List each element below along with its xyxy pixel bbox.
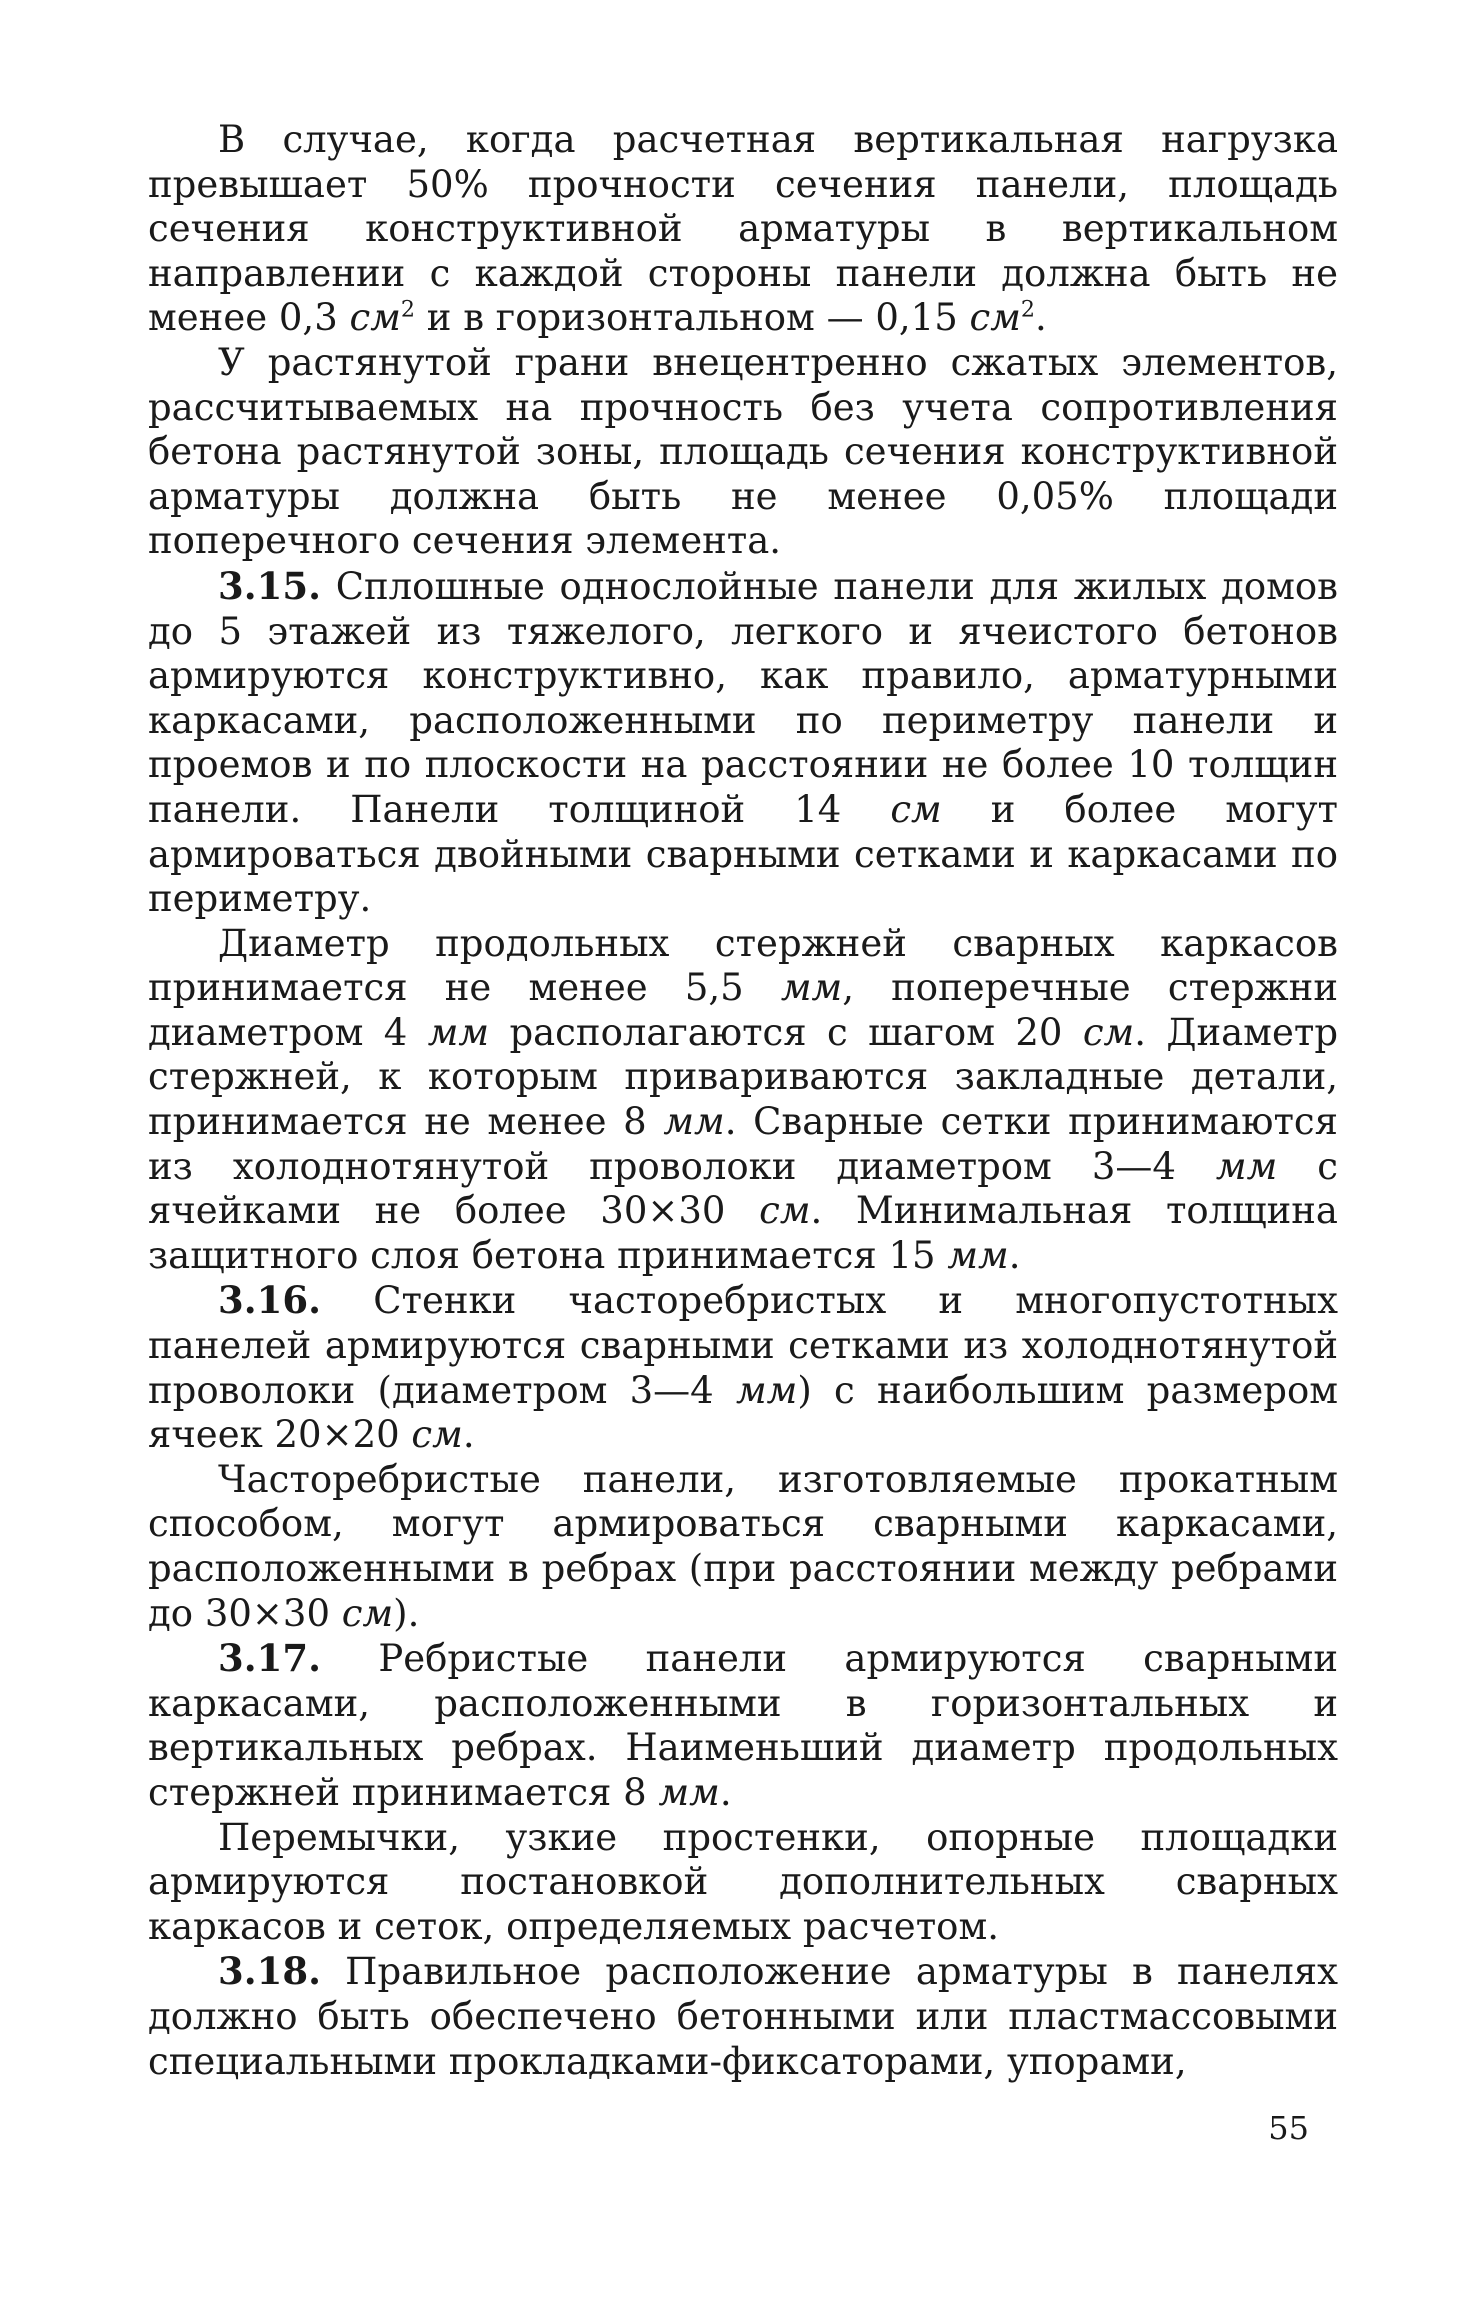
text-run: Правильное расположение арматуры в панелях должно быть обеспечено бетонными или пластмассовыми специальными прокладками-фиксаторами, упорами, [148,1950,1338,2083]
unit-label: см [411,1413,463,1457]
section-3-18 [148,1949,1338,2084]
text-run: . Диаметр стержней, к которым привариваются закладные детали, принимается не менее 8 [148,1010,1339,1144]
text-run: Перемычки, узкие простенки, опорные площадки армируются постановкой дополнительных сварных каркасов и сеток, определяемых расчетом. [148,1815,1338,1948]
text-run: . [1035,296,1047,340]
section-number: 3.18. [218,1949,321,1994]
text-run: и в горизонтальном — 0,15 [415,296,970,340]
section-3-15 [148,564,1338,922]
superscript: 2 [1020,297,1036,324]
unit-label: мм [780,966,843,1010]
paragraph-rod-diameter [148,922,1338,1279]
unit-label: см [759,1189,811,1233]
paragraph-lintels [148,1816,1338,1950]
section-number: 3.16. [218,1278,321,1323]
section-3-17 [148,1636,1338,1815]
text-run: . [462,1413,475,1457]
text-run: ) с наибольшим размером ячеек 20×20 [148,1368,1339,1457]
paragraph-eccentric-compression [148,341,1338,564]
superscript: 2 [400,297,416,324]
unit-label: мм [427,1010,490,1054]
unit-label: мм [947,1233,1009,1277]
text-run: ). [393,1591,420,1635]
text-run: . Сварные сетки принимаются из холоднотянутой проволоки диаметром 3—4 [148,1100,1338,1188]
unit-label: мм [1215,1144,1278,1188]
paragraph-rolled-panels [148,1458,1338,1636]
unit-label: мм [735,1368,798,1412]
text-run: Диаметр продольных стержней сварных каркасов принимается не менее 5,5 [148,921,1338,1010]
unit-label: мм [658,1770,720,1814]
paragraph-vertical-load [148,118,1338,341]
text-run: . Минимальная толщина защитного слоя бетона принимается 15 [148,1189,1338,1277]
page-number: 55 [1268,2109,1309,2147]
text-run: Часторебристые панели, изготовляемые прокатным способом, могут армироваться сварными каркасами, расположенными в ребрах (при расстоянии между ребрами до 30×30 [148,1457,1338,1635]
unit-label: мм [663,1100,725,1144]
unit-label: см [969,296,1021,340]
text-run: , поперечные стержни диаметром 4 [148,966,1338,1054]
unit-label: см [1082,1010,1135,1054]
text-run: . [1008,1233,1021,1277]
text-run: У растянутой грани внецентренно сжатых элементов, рассчитываемых на прочность без учета сопротивления бетона растянутой зоны, площадь сечения конструктивной арматуры должна быть не менее 0,05% площади поперечного сечения элемента. [148,340,1338,563]
text-run: . [719,1770,732,1814]
unit-label: см [890,787,942,831]
text-run: В случае, когда расчетная вертикальная нагрузка превышает 50% прочности сечения панели, площадь сечения конструктивной арматуры в вертикальном направлении с каждой стороны панели должна быть не менее 0,3 [148,118,1338,340]
section-number: 3.15. [218,563,321,608]
section-number: 3.17. [218,1636,321,1681]
unit-label: см [341,1591,394,1635]
text-run: Сплошные однослойные панели для жилых домов до 5 этажей из тяжелого, легкого и ячеистого бетонов армируются конструктивно, как правило, арматурными каркасами, расположенными по периметру панели и проемов и по плоскости на расстоянии не более 10 толщин панели. Панели толщиной 14 [148,564,1338,831]
unit-label: см [349,296,401,340]
text-run: Ребристые панели армируются сварными каркасами, расположенными в горизонтальных и вертикальных ребрах. Наименьший диаметр продольных стержней принимается 8 [148,1637,1338,1814]
page-body [148,118,1338,2084]
text-run: Стенки часторебристых и многопустотных панелей армируются сварными сетками из холоднотянутой проволоки (диаметром 3—4 [148,1279,1338,1412]
text-run: с ячейками не более 30×30 [148,1144,1339,1233]
text-run: и более могут армироваться двойными сварными сетками и каркасами по периметру. [148,787,1338,921]
text-run: располагаются с шагом 20 [489,1010,1083,1054]
section-3-16 [148,1278,1338,1457]
